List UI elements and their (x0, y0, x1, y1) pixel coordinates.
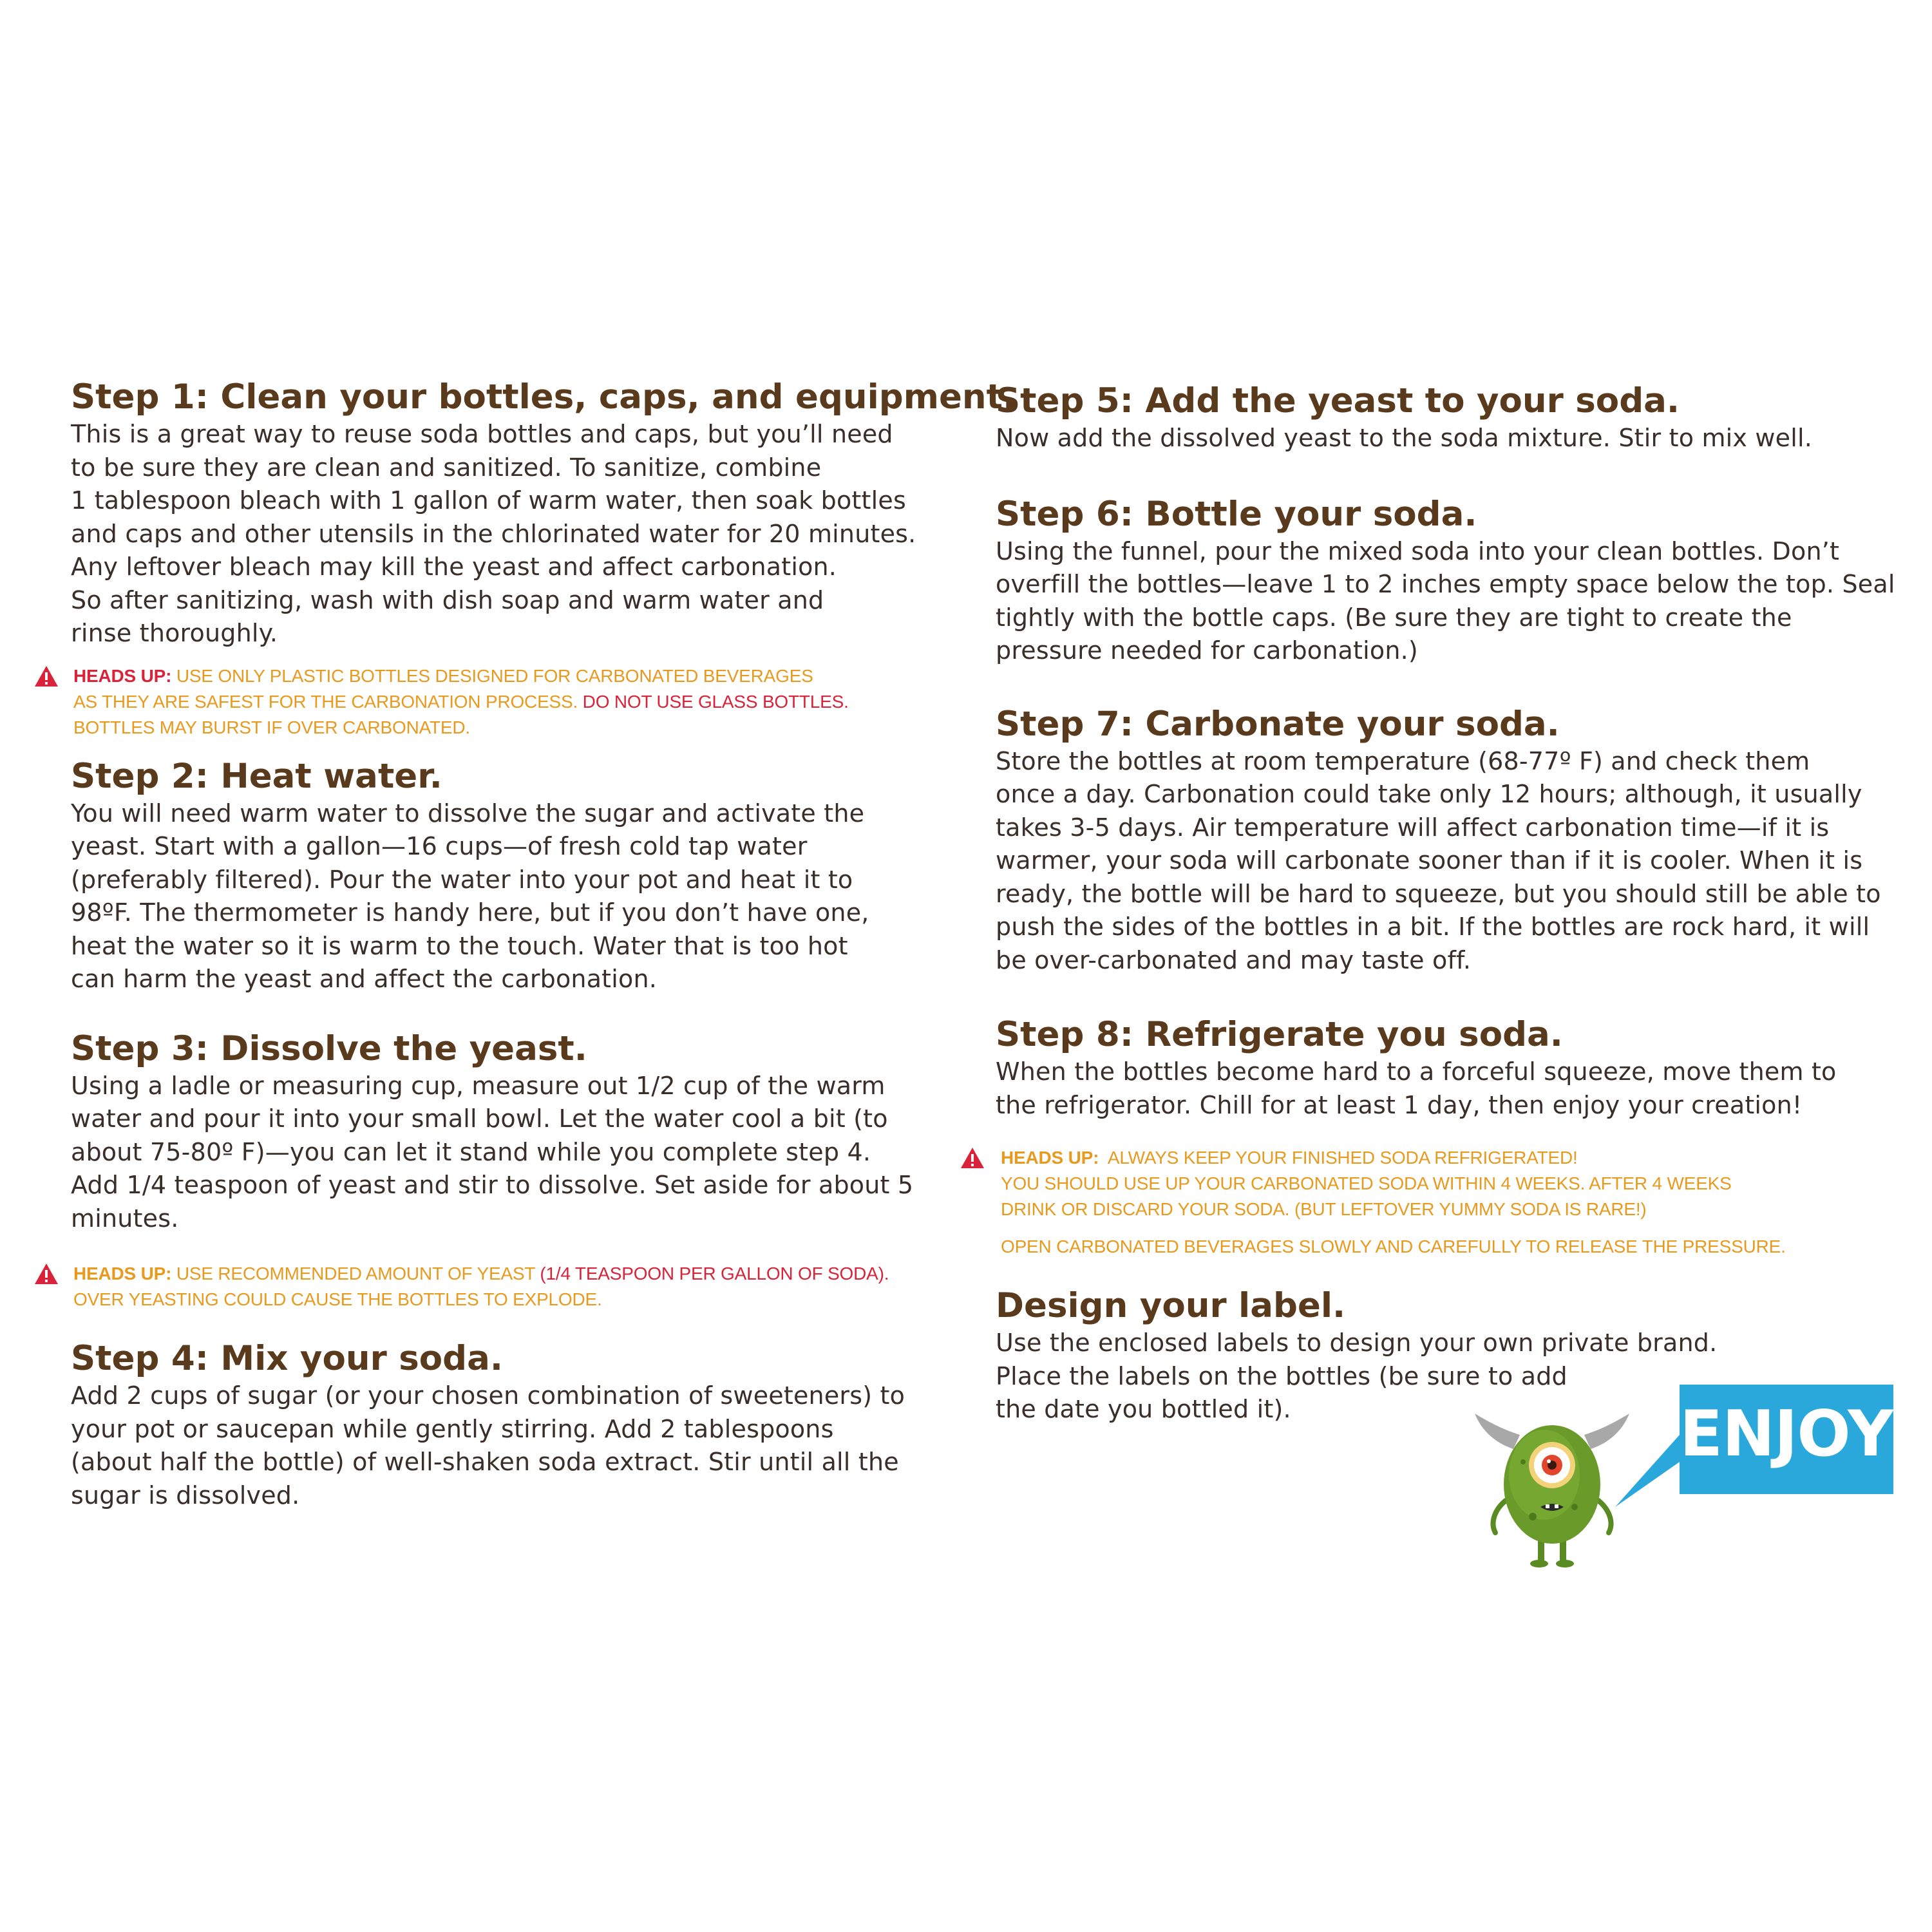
step-6-title: Step 6: Bottle your soda. (996, 494, 1477, 534)
step-8-title: Step 8: Refrigerate you soda. (996, 1015, 1563, 1054)
step-8-body: When the bottles become hard to a forceful squeeze, move them to the refrigerator. Chill for at least 1 day, then enjoy your creation! (996, 1057, 1837, 1119)
heads-up-text: USE ONLY PLASTIC BOTTLES DESIGNED FOR CARBONATED BEVERAGES (176, 665, 813, 686)
step-7-body: Store the bottles at room temperature (68-77º F) and check them once a day. Carbonation could take only 12 hours; although, it usually takes 3-5 days. Air temperature will affect carbonation time—if it is warmer, your soda will carbonate sooner than if it is cooler. When it is ready, the bottle will be hard to squeeze, but you should still be able to push the sides of the bottles in a bit. If the bottles are rock hard, it will be over-carbonated and may taste off. (996, 746, 1881, 974)
step-7 (996, 704, 1917, 978)
step-1 (71, 377, 1016, 650)
step-6-body: Using the funnel, pour the mixed soda into your clean bottles. Don’t overfill the bottles—leave 1 to 2 inches empty space below the top. Seal tightly with the bottle caps. (Be sure they are tight to create the pressure needed for carbonation.) (996, 536, 1895, 665)
heads-up-text: OVER YEASTING COULD CAUSE THE BOTTLES TO EXPLODE. (73, 1289, 602, 1309)
step-5-title: Step 5: Add the yeast to your soda. (996, 381, 1680, 421)
step-6 (996, 494, 1917, 668)
heads-up-label: HEADS UP: (73, 665, 172, 686)
enjoy-text: ENJOY! (1680, 1397, 1921, 1471)
step-2-body: You will need warm water to dissolve the sugar and activate the yeast. Start with a gallon—16 cups—of fresh cold tap water (preferably filtered). Pour the water into your pot and heat it to 98ºF. The thermometer is handy here, but if you don’t have one, heat the water so it is warm to the touch. Water that is too hot can harm the yeast and affect the carbonation. (71, 799, 869, 993)
heads-up-text: ALWAYS KEEP YOUR FINISHED SODA REFRIGERATED! (1107, 1148, 1578, 1168)
step-3-body: Using a ladle or measuring cup, measure out 1/2 cup of the warm water and pour it into your small bowl. Let the water cool a bit (to about 75-80º F)—you can let it stand while you complete step 4. Add 1/4 teaspoon of yeast and stir to dissolve. Set aside for about 5 minutes. (71, 1071, 914, 1233)
heads-up-text: USE RECOMMENDED AMOUNT OF YEAST (176, 1264, 535, 1283)
warning-icon (33, 1262, 59, 1285)
step-4-title: Step 4: Mix your soda. (71, 1339, 503, 1378)
design-label-body: Use the enclosed labels to design your own private brand. Place the labels on the bottles (be sure to add the date you bottled it). (996, 1329, 1718, 1423)
step-7-title: Step 7: Carbonate your soda. (996, 704, 1560, 744)
heads-up-yeast (73, 1261, 972, 1312)
heads-up-text: BOTTLES MAY BURST IF OVER CARBONATED. (73, 717, 470, 737)
heads-up-text: OPEN CARBONATED BEVERAGES SLOWLY AND CAREFULLY TO RELEASE THE PRESSURE. (1001, 1236, 1786, 1256)
step-2 (71, 756, 972, 996)
step-1-title: Step 1: Clean your bottles, caps, and equipment. (71, 377, 1016, 417)
heads-up-text: YOU SHOULD USE UP YOUR CARBONATED SODA WITHIN 4 WEEKS. AFTER 4 WEEKS (1001, 1173, 1732, 1193)
right-column (996, 377, 1917, 1426)
step-4-body: Add 2 cups of sugar (or your chosen combination of sweeteners) to your pot or saucepan while gently stirring. Add 2 tablespoons (about half the bottle) of well-shaken soda extract. Stir until all the sugar is dissolved. (71, 1381, 905, 1510)
heads-up-bottles (73, 663, 972, 741)
step-5-body: Now add the dissolved yeast to the soda mixture. Stir to mix well. (996, 424, 1813, 452)
step-3-title: Step 3: Dissolve the yeast. (71, 1028, 587, 1068)
step-8 (996, 1014, 1917, 1122)
step-4 (71, 1338, 972, 1512)
heads-up-text-red: (1/4 TEASPOON PER GALLON OF SODA). (540, 1264, 889, 1283)
monster-mascot-icon (1468, 1404, 1636, 1571)
heads-up-refrigerate (1001, 1145, 1917, 1260)
warning-icon (960, 1146, 985, 1170)
heads-up-text: AS THEY ARE SAFEST FOR THE CARBONATION PROCESS. (73, 691, 578, 712)
heads-up-label: HEADS UP: (73, 1264, 172, 1283)
heads-up-label: HEADS UP: (1001, 1148, 1099, 1168)
heads-up-text-red: DO NOT USE GLASS BOTTLES. (582, 691, 849, 712)
left-column (71, 377, 1016, 1512)
step-5 (996, 381, 1917, 455)
design-label-title: Design your label. (996, 1286, 1346, 1325)
heads-up-text: DRINK OR DISCARD YOUR SODA. (BUT LEFTOVER YUMMY SODA IS RARE!) (1001, 1199, 1647, 1219)
warning-icon (33, 665, 59, 688)
step-3 (71, 1028, 972, 1236)
step-2-title: Step 2: Heat water. (71, 756, 442, 796)
step-1-body: This is a great way to reuse soda bottles and caps, but you’ll need to be sure they are clean and sanitized. To sanitize, combine 1 tablespoon bleach with 1 gallon of warm water, then soak bottles and caps and other utensils in the chlorinated water for 20 minutes. Any leftover bleach may kill the yeast and affect carbonation. So after sanitizing, wash with dish soap and warm water and rinse thoroughly. (71, 420, 916, 647)
